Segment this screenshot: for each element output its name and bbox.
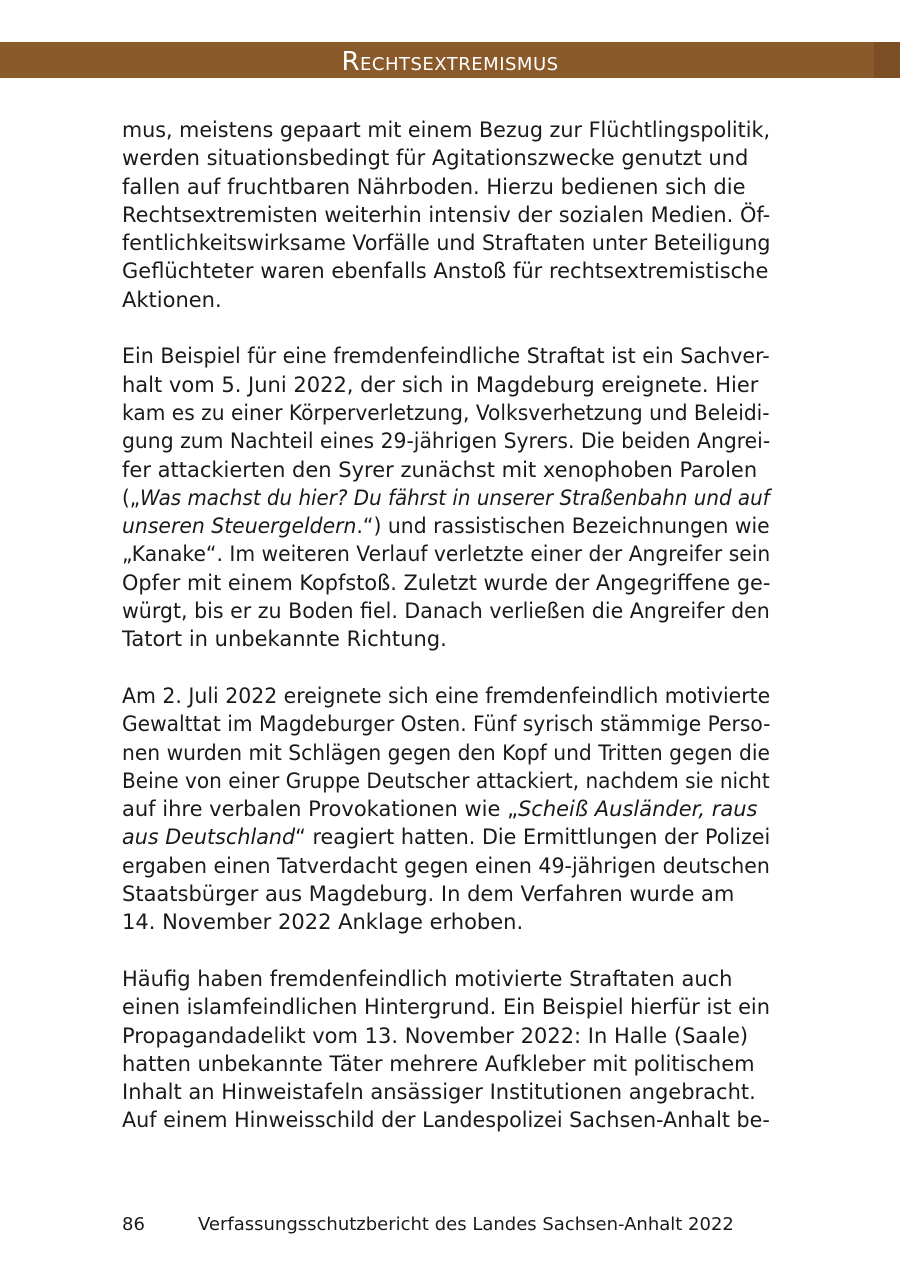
text-line: werden situationsbedingt für Agitationszwecke genutzt und (122, 146, 749, 171)
chapter-title: Rechtsextremismus (341, 47, 559, 77)
text-line: fentlichkeitswirksame Vorfälle und Straftaten unter Beteiligung (122, 231, 771, 256)
text-line: Ein Beispiel für eine fremdenfeindliche Straftat ist ein Sachver- (122, 344, 770, 369)
text-line: Am 2. Juli 2022 ereignete sich eine fremdenfeindlich motivierte (122, 683, 771, 708)
body-text (122, 116, 772, 1163)
page-number: 86 (122, 1214, 145, 1235)
text-line: Inhalt an Hinweistafeln ansässiger Institutionen angebracht. (122, 1080, 756, 1105)
text-line: Geflüchteter waren ebenfalls Anstoß für rechtsextremistische (122, 259, 769, 284)
paragraph (122, 116, 772, 314)
text-line: 14. November 2022 Anklage erhoben. (122, 910, 524, 935)
italic-quote: aus Deutschland (122, 825, 296, 850)
text-line: Beine von einer Gruppe Deutscher attackiert, nachdem sie nicht (122, 768, 770, 793)
text-line: halt vom 5. Juni 2022, der sich in Magdeburg ereignete. Hier (122, 372, 759, 397)
text-line: Häufig haben fremdenfeindlich motivierte Straftaten auch (122, 966, 733, 991)
text-line: fallen auf fruchtbaren Nährboden. Hierzu bedienen sich die (122, 174, 746, 199)
text-line: Tatort in unbekannte Richtung. (122, 627, 447, 652)
paragraph (122, 682, 772, 937)
text-line: unseren Steuergeldern.“) und rassistischen Bezeichnungen wie (122, 514, 770, 539)
text-line: Gewalttat im Magdeburger Osten. Fünf syrisch stämmige Perso- (122, 712, 771, 737)
text-line: gung zum Nachteil eines 29-jährigen Syrers. Die beiden Angrei- (122, 429, 771, 454)
text-line: aus Deutschland“ reagiert hatten. Die Ermittlungen der Polizei (122, 825, 771, 850)
text-line: Opfer mit einem Kopfstoß. Zuletzt wurde der Angegriffene ge- (122, 570, 771, 595)
text-line: kam es zu einer Körperverletzung, Volksverhetzung und Beleidi- (122, 400, 770, 425)
text-line: Aktionen. (122, 287, 222, 312)
paragraph (122, 342, 772, 653)
italic-quote: unseren Steuergeldern (122, 514, 357, 539)
text-line: würgt, bis er zu Boden fiel. Danach verließen die Angreifer den (122, 599, 770, 624)
text-line: hatten unbekannte Täter mehrere Aufkleber mit politischem (122, 1051, 755, 1076)
chapter-header-bar (0, 42, 900, 78)
text-line: nen wurden mit Schlägen gegen den Kopf und Tritten gegen die (122, 740, 770, 765)
text-line: „Kanake“. Im weiteren Verlauf verletzte einer der Angreifer sein (122, 542, 771, 567)
publication-title: Verfassungsschutzbericht des Landes Sachsen-Anhalt 2022 (198, 1214, 734, 1235)
text-line: Staatsbürger aus Magdeburg. In dem Verfahren wurde am (122, 882, 735, 907)
text-line: („Was machst du hier? Du fährst in unserer Straßenbahn und auf (122, 485, 770, 510)
text-line: ergaben einen Tatverdacht gegen einen 49-jährigen deutschen (122, 853, 770, 878)
text-line: Propagandadelikt vom 13. November 2022: In Halle (Saale) (122, 1023, 749, 1048)
italic-quote: Was machst du hier? Du fährst in unserer Straßenbahn und auf (140, 485, 770, 510)
page-footer (122, 1213, 734, 1237)
text-line: Rechtsextremisten weiterhin intensiv der sozialen Medien. Öf- (122, 202, 771, 227)
header-accent-block (874, 42, 900, 78)
text-line: fer attackierten den Syrer zunächst mit xenophoben Parolen (122, 457, 758, 482)
paragraph (122, 965, 772, 1135)
italic-quote: Scheiß Ausländer, raus (517, 797, 758, 822)
text-line: mus, meistens gepaart mit einem Bezug zur Flüchtlingspolitik, (122, 118, 771, 142)
text-line: auf ihre verbalen Provokationen wie „Scheiß Ausländer, raus (122, 797, 758, 822)
text-line: Auf einem Hinweisschild der Landespolizei Sachsen-Anhalt be- (122, 1108, 770, 1133)
text-line: einen islamfeindlichen Hintergrund. Ein Beispiel hierfür ist ein (122, 995, 770, 1020)
